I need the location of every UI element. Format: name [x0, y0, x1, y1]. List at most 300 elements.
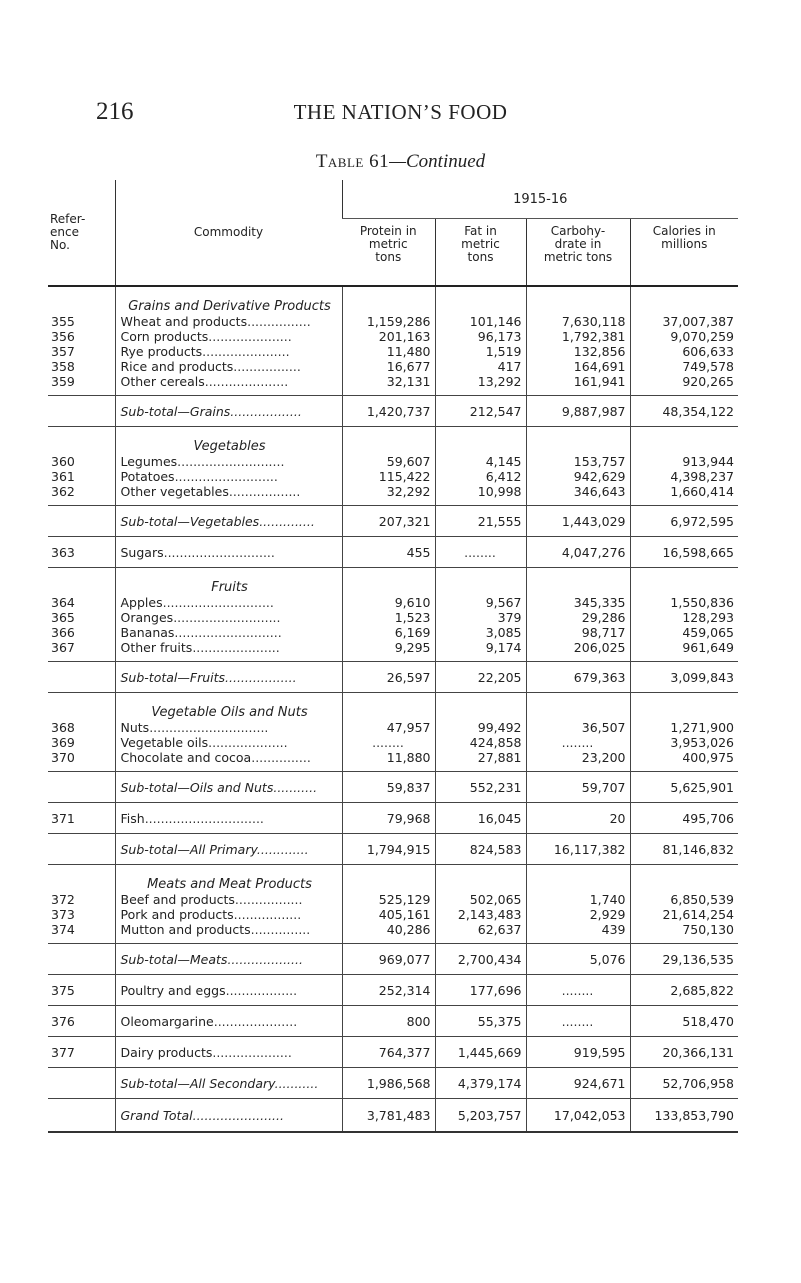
cell-value: Vegetables: [193, 439, 266, 454]
cell-commodity: [115, 469, 342, 484]
cell-value: Oranges: [120, 610, 174, 625]
leader-dots: .................: [233, 359, 301, 374]
cell-value: 47,957: [386, 720, 431, 735]
cell-carbohydrate: [526, 469, 630, 484]
cell-value: 5,203,757: [457, 1107, 522, 1123]
cell-commodity: [115, 1068, 342, 1099]
cell-value: 1,740: [589, 892, 626, 907]
cell-value: 424,858: [469, 735, 522, 750]
cell-value: 969,077: [378, 951, 431, 967]
cell-protein: [342, 484, 435, 499]
cell-value: 252,314: [378, 982, 431, 998]
table-row: [48, 907, 738, 922]
cell-calories: [630, 506, 738, 537]
cell-value: 62,637: [477, 922, 522, 937]
spacer-cell: [342, 568, 435, 581]
cell-carbohydrate: [526, 662, 630, 693]
cell-value: 23,200: [581, 750, 626, 765]
spacer-cell: [526, 286, 630, 299]
cell-value: 59,607: [386, 454, 431, 469]
cell-calories: [630, 595, 738, 610]
spacer-cell: [630, 286, 738, 299]
cell-value: 4,047,276: [561, 544, 626, 560]
cell-fat: [435, 720, 526, 735]
cell-value: 942,629: [573, 469, 626, 484]
cell-carbohydrate: [526, 975, 630, 1006]
cell-empty: [526, 705, 630, 720]
cell-empty: [435, 580, 526, 595]
cell-value: 9,174: [485, 640, 522, 655]
cell-value: 6,972,595: [670, 513, 735, 529]
table-row: [48, 803, 738, 834]
cell-value: Pork and products: [120, 907, 234, 922]
cell-carbohydrate: [526, 772, 630, 803]
leader-dots: ........: [464, 544, 496, 560]
leader-dots: ..................: [225, 669, 297, 685]
cell-value: Sub-total—Meats: [120, 951, 228, 967]
cell-commodity: [115, 892, 342, 907]
cell-value: 29,286: [581, 610, 626, 625]
table-row: [48, 1037, 738, 1068]
cell-fat: [435, 374, 526, 389]
cell-value: 357: [51, 344, 75, 359]
cell-protein: [342, 344, 435, 359]
table-row: [48, 314, 738, 329]
cell-protein: [342, 1006, 435, 1037]
leader-dots: ......................: [192, 640, 280, 655]
cell-protein: [342, 720, 435, 735]
cell-protein: [342, 907, 435, 922]
cell-value: 11,480: [386, 344, 431, 359]
spacer-cell: [630, 865, 738, 878]
cell-value: Poultry and eggs: [120, 982, 226, 998]
cell-value: 377: [51, 1044, 75, 1060]
cell-value: 164,691: [573, 359, 626, 374]
cell-fat: [435, 595, 526, 610]
cell-value: Sub-total—Grains: [120, 403, 231, 419]
cell-calories: [630, 907, 738, 922]
cell-carbohydrate: [526, 506, 630, 537]
spacer-cell: [48, 865, 115, 878]
cell-value: Apples: [120, 595, 163, 610]
cell-ref: [48, 329, 115, 344]
spacer-cell: [526, 427, 630, 440]
cell-protein: [342, 750, 435, 765]
table-row: [48, 735, 738, 750]
cell-value: 1,523: [394, 610, 431, 625]
cell-value: 2,700,434: [457, 951, 522, 967]
cell-value: 1,519: [485, 344, 522, 359]
cell-protein: [342, 1099, 435, 1133]
cell-protein: [342, 1037, 435, 1068]
cell-protein: [342, 359, 435, 374]
table-row: [48, 610, 738, 625]
leader-dots: ...............: [251, 750, 311, 765]
cell-ref: [48, 975, 115, 1006]
col-header-calories: Calories in millions: [630, 219, 738, 287]
cell-commodity: [115, 329, 342, 344]
leader-dots: ........: [561, 982, 594, 998]
cell-value: 3,085: [485, 625, 522, 640]
table-row: [48, 975, 738, 1006]
leader-dots: ..............................: [149, 720, 269, 735]
table-row: [48, 640, 738, 655]
cell-carbohydrate: [526, 344, 630, 359]
cell-value: 3,781,483: [366, 1107, 431, 1123]
cell-ref: [48, 484, 115, 499]
cell-ref: [48, 506, 115, 537]
cell-carbohydrate: [526, 1068, 630, 1099]
cell-fat: [435, 662, 526, 693]
cell-protein: [342, 735, 435, 750]
cell-value: 913,944: [682, 454, 735, 469]
leader-dots: ...........: [274, 1075, 319, 1091]
cell-calories: [630, 1037, 738, 1068]
cell-value: 369: [51, 735, 75, 750]
subtotal-row: [48, 506, 738, 537]
cell-value: 29,136,535: [662, 951, 735, 967]
cell-ref: [48, 359, 115, 374]
leader-dots: ........: [561, 1013, 594, 1029]
cell-value: 6,850,539: [670, 892, 735, 907]
cell-carbohydrate: [526, 484, 630, 499]
cell-ref: [48, 1068, 115, 1099]
leader-dots: ...........: [273, 779, 318, 795]
spacer-cell: [630, 693, 738, 706]
cell-commodity: [115, 506, 342, 537]
cell-protein: [342, 944, 435, 975]
leader-dots: ................: [247, 314, 311, 329]
leader-dots: ........: [372, 735, 404, 750]
cell-commodity: [115, 720, 342, 735]
cell-protein: [342, 803, 435, 834]
cell-calories: [630, 803, 738, 834]
cell-value: 16,677: [386, 359, 431, 374]
cell-value: 99,492: [477, 720, 522, 735]
col-header-fat: Fat in metric tons: [435, 219, 526, 287]
cell-value: 6,169: [394, 625, 431, 640]
spacer-cell: [435, 568, 526, 581]
leader-dots: ..............................: [144, 810, 264, 826]
cell-fat: [435, 735, 526, 750]
cell-value: 6,412: [485, 469, 522, 484]
cell-value: Sub-total—All Secondary: [120, 1075, 275, 1091]
section-heading: [115, 580, 342, 595]
spacer-cell: [435, 427, 526, 440]
cell-value: 459,065: [682, 625, 735, 640]
section-heading: [115, 439, 342, 454]
table-title-label: Table 61: [315, 151, 390, 172]
cell-value: 525,129: [378, 892, 431, 907]
spacer-cell: [115, 693, 342, 706]
cell-value: 59,837: [386, 779, 431, 795]
table-row: [48, 892, 738, 907]
cell-calories: [630, 537, 738, 568]
cell-empty: [630, 580, 738, 595]
cell-empty: [630, 299, 738, 314]
cell-commodity: [115, 396, 342, 427]
cell-value: Grand Total: [120, 1107, 193, 1123]
table-row: [48, 537, 738, 568]
cell-value: Sugars: [120, 544, 164, 560]
cell-ref: [48, 469, 115, 484]
cell-value: 3,953,026: [670, 735, 735, 750]
cell-value: 96,173: [477, 329, 522, 344]
cell-empty: [630, 705, 738, 720]
cell-value: 21,555: [477, 513, 522, 529]
cell-value: 206,025: [573, 640, 626, 655]
cell-fat: [435, 922, 526, 937]
cell-value: 115,422: [378, 469, 431, 484]
cell-value: 36,507: [581, 720, 626, 735]
cell-value: 98,717: [581, 625, 626, 640]
cell-value: 81,146,832: [662, 841, 735, 857]
cell-ref: [48, 1037, 115, 1068]
spacer-row: [48, 568, 738, 581]
cell-value: 40,286: [386, 922, 431, 937]
cell-fat: [435, 1099, 526, 1133]
cell-protein: [342, 975, 435, 1006]
leader-dots: .......................: [192, 1107, 284, 1123]
cell-calories: [630, 484, 738, 499]
leader-dots: .................: [234, 892, 303, 907]
cell-fat: [435, 484, 526, 499]
cell-calories: [630, 329, 738, 344]
cell-value: 439: [601, 922, 626, 937]
cell-ref: [48, 907, 115, 922]
cell-value: 1,660,414: [670, 484, 735, 499]
cell-value: 59,707: [581, 779, 626, 795]
cell-protein: [342, 834, 435, 865]
cell-value: 1,445,669: [457, 1044, 522, 1060]
leader-dots: ......................: [202, 344, 290, 359]
spacer-cell: [48, 286, 115, 299]
cell-fat: [435, 975, 526, 1006]
cell-value: 367: [51, 640, 75, 655]
cell-value: 379: [497, 610, 522, 625]
leader-dots: ...............: [250, 922, 311, 937]
cell-commodity: [115, 1037, 342, 1068]
col-header-commodity: Commodity: [115, 180, 342, 286]
cell-carbohydrate: [526, 944, 630, 975]
cell-fat: [435, 625, 526, 640]
cell-commodity: [115, 834, 342, 865]
cell-calories: [630, 454, 738, 469]
section-heading: [115, 877, 342, 892]
spacer-cell: [115, 427, 342, 440]
leader-dots: ...........................: [173, 610, 281, 625]
cell-protein: [342, 537, 435, 568]
cell-carbohydrate: [526, 595, 630, 610]
spacer-row: [48, 865, 738, 878]
table-row: [48, 329, 738, 344]
cell-ref: [48, 314, 115, 329]
cell-value: Nuts: [120, 720, 150, 735]
cell-value: 372: [51, 892, 75, 907]
cell-commodity: [115, 750, 342, 765]
cell-value: 2,929: [589, 907, 626, 922]
cell-protein: [342, 469, 435, 484]
spacer-cell: [342, 865, 435, 878]
cell-value: 361: [51, 469, 75, 484]
cell-ref: [48, 344, 115, 359]
subtotal-row: [48, 834, 738, 865]
cell-value: Other fruits: [120, 640, 193, 655]
cell-value: Mutton and products: [120, 922, 251, 937]
food-table: [48, 180, 738, 1133]
cell-value: 518,470: [682, 1013, 735, 1029]
cell-protein: [342, 922, 435, 937]
cell-fat: [435, 396, 526, 427]
cell-fat: [435, 454, 526, 469]
cell-fat: [435, 506, 526, 537]
cell-ref: [48, 580, 115, 595]
cell-value: 749,578: [682, 359, 735, 374]
cell-value: Meats and Meat Products: [147, 877, 312, 892]
leader-dots: ...................: [227, 951, 303, 967]
spacer-cell: [435, 693, 526, 706]
cell-calories: [630, 892, 738, 907]
cell-fat: [435, 469, 526, 484]
cell-value: 375: [51, 982, 75, 998]
cell-value: 16,045: [477, 810, 522, 826]
cell-value: Oleomargarine: [120, 1013, 214, 1029]
cell-protein: [342, 1068, 435, 1099]
cell-protein: [342, 396, 435, 427]
cell-empty: [630, 439, 738, 454]
cell-value: 153,757: [573, 454, 626, 469]
cell-value: 1,420,737: [366, 403, 431, 419]
cell-calories: [630, 662, 738, 693]
cell-value: Fruits: [211, 580, 248, 595]
cell-value: 21,614,254: [662, 907, 735, 922]
cell-fat: [435, 1006, 526, 1037]
col-header-protein: Protein in metric tons: [342, 219, 435, 287]
cell-value: 1,443,029: [561, 513, 626, 529]
cell-commodity: [115, 595, 342, 610]
cell-value: Vegetable Oils and Nuts: [151, 705, 308, 720]
cell-value: 20: [609, 810, 626, 826]
cell-protein: [342, 610, 435, 625]
cell-commodity: [115, 359, 342, 374]
table-row: [48, 344, 738, 359]
cell-value: Corn products: [120, 329, 209, 344]
section-heading-row: [48, 299, 738, 314]
cell-value: 11,880: [386, 750, 431, 765]
cell-value: 405,161: [378, 907, 431, 922]
spacer-cell: [342, 427, 435, 440]
cell-value: 924,671: [573, 1075, 626, 1091]
cell-ref: [48, 705, 115, 720]
cell-value: 355: [51, 314, 75, 329]
cell-carbohydrate: [526, 625, 630, 640]
leader-dots: ....................: [212, 1044, 292, 1060]
cell-value: 79,968: [386, 810, 431, 826]
spacer-cell: [48, 568, 115, 581]
cell-ref: [48, 640, 115, 655]
running-title: THE NATION’S FOOD: [293, 100, 508, 124]
cell-fat: [435, 944, 526, 975]
cell-carbohydrate: [526, 907, 630, 922]
subtotal-row: [48, 772, 738, 803]
cell-value: 1,159,286: [366, 314, 431, 329]
cell-calories: [630, 359, 738, 374]
cell-ref: [48, 537, 115, 568]
cell-commodity: [115, 610, 342, 625]
cell-value: 764,377: [378, 1044, 431, 1060]
cell-value: Bananas: [120, 625, 175, 640]
cell-carbohydrate: [526, 1099, 630, 1133]
cell-carbohydrate: [526, 720, 630, 735]
cell-value: Rye products: [120, 344, 203, 359]
cell-value: 55,375: [477, 1013, 522, 1029]
cell-protein: [342, 892, 435, 907]
cell-fat: [435, 772, 526, 803]
leader-dots: .............: [256, 841, 309, 857]
cell-carbohydrate: [526, 359, 630, 374]
col-header-year: 1915-16: [342, 180, 738, 219]
leader-dots: ............................: [163, 544, 275, 560]
table-row: [48, 359, 738, 374]
cell-value: 606,633: [682, 344, 735, 359]
cell-value: 750,130: [682, 922, 735, 937]
page-header: [0, 98, 801, 138]
cell-ref: [48, 299, 115, 314]
cell-value: 2,685,822: [670, 982, 735, 998]
leader-dots: ...........................: [174, 625, 282, 640]
cell-value: 370: [51, 750, 75, 765]
cell-value: Potatoes: [120, 469, 175, 484]
cell-commodity: [115, 314, 342, 329]
cell-value: 1,792,381: [561, 329, 626, 344]
spacer-cell: [115, 865, 342, 878]
leader-dots: ..................: [228, 484, 301, 499]
cell-value: 9,887,987: [561, 403, 626, 419]
cell-carbohydrate: [526, 396, 630, 427]
cell-value: Other cereals: [120, 374, 205, 389]
spacer-row: [48, 427, 738, 440]
cell-carbohydrate: [526, 803, 630, 834]
cell-protein: [342, 595, 435, 610]
cell-fat: [435, 1037, 526, 1068]
cell-commodity: [115, 537, 342, 568]
section-heading-row: [48, 580, 738, 595]
cell-carbohydrate: [526, 454, 630, 469]
cell-carbohydrate: [526, 374, 630, 389]
cell-value: 368: [51, 720, 75, 735]
cell-carbohydrate: [526, 1037, 630, 1068]
spacer-cell: [48, 427, 115, 440]
cell-protein: [342, 314, 435, 329]
spacer-cell: [630, 427, 738, 440]
cell-ref: [48, 662, 115, 693]
cell-value: 9,070,259: [670, 329, 735, 344]
spacer-cell: [435, 286, 526, 299]
cell-ref: [48, 454, 115, 469]
cell-protein: [342, 454, 435, 469]
cell-value: 52,706,958: [662, 1075, 735, 1091]
cell-carbohydrate: [526, 750, 630, 765]
cell-value: 10,998: [477, 484, 522, 499]
cell-value: 132,856: [573, 344, 626, 359]
cell-value: 417: [497, 359, 522, 374]
cell-value: Fish: [120, 810, 145, 826]
cell-ref: [48, 1099, 115, 1133]
cell-value: 2,143,483: [457, 907, 522, 922]
leader-dots: ..........................: [174, 469, 278, 484]
cell-value: 3,099,843: [670, 669, 735, 685]
cell-calories: [630, 610, 738, 625]
